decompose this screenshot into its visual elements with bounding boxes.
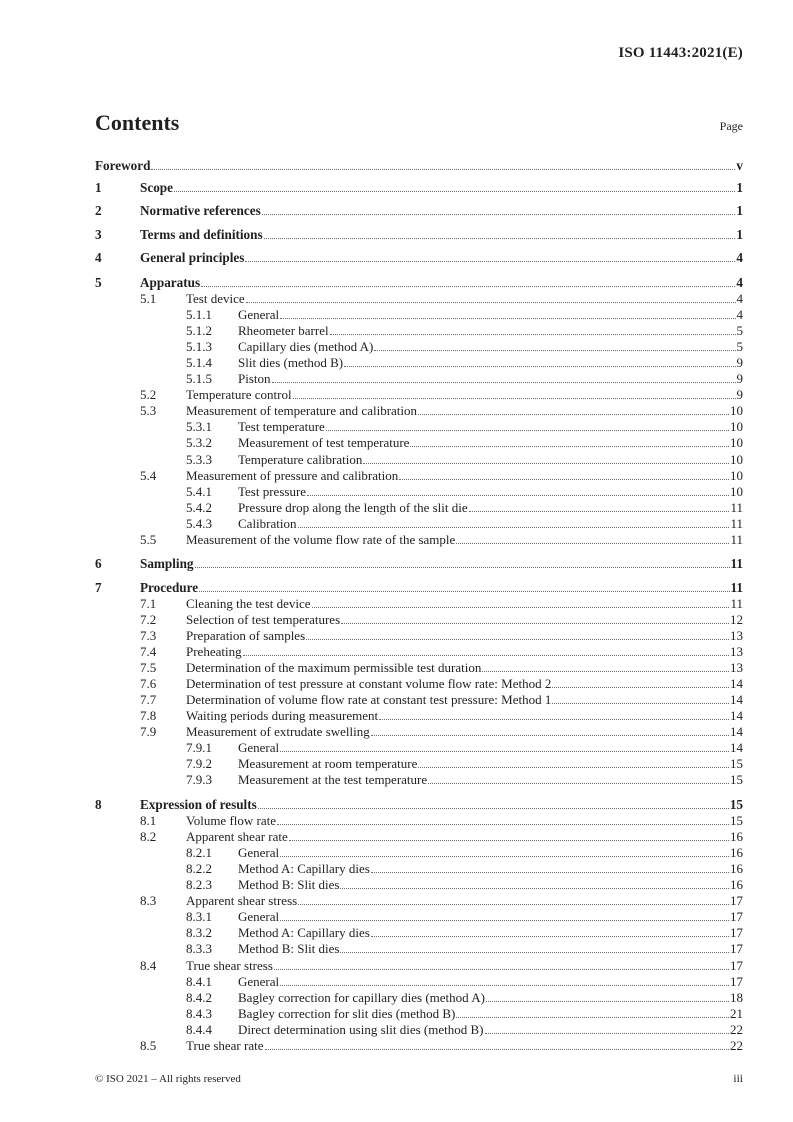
toc-entry-label[interactable]: Sampling <box>140 556 194 571</box>
toc-entry-page[interactable]: 4 <box>736 307 743 322</box>
dot-leader <box>399 479 729 480</box>
toc-entry-label[interactable]: Test temperature <box>238 419 325 434</box>
toc-entry-number: 7.9.2 <box>186 756 212 771</box>
toc-entry[interactable] <box>95 845 743 861</box>
toc-entry-number: 7.4 <box>140 644 157 659</box>
toc-entry-page[interactable]: 21 <box>730 1006 743 1021</box>
toc-entry[interactable] <box>95 974 743 990</box>
toc-entry-label[interactable]: General <box>238 740 280 755</box>
toc-entry-page[interactable]: 17 <box>730 909 743 924</box>
toc-entry[interactable] <box>95 403 743 419</box>
toc-entry[interactable] <box>95 1022 743 1038</box>
toc-entry[interactable] <box>95 371 743 387</box>
toc-entry-label[interactable]: Waiting periods during measurement <box>186 708 379 723</box>
toc-entry[interactable] <box>95 797 743 813</box>
toc-entry-page[interactable]: 16 <box>730 829 743 844</box>
toc-entry-label[interactable]: Capillary dies (method A) <box>238 339 374 354</box>
toc-entry[interactable] <box>95 452 743 468</box>
toc-entry-page[interactable]: 11 <box>730 516 743 531</box>
toc-entry-label[interactable]: Apparent shear stress <box>186 893 298 908</box>
toc-entry[interactable] <box>95 468 743 484</box>
toc-entry-number: 7.9.1 <box>186 740 212 755</box>
toc-entry-number: 4 <box>95 250 102 265</box>
toc-entry[interactable] <box>95 708 743 724</box>
toc-entry-label[interactable]: Terms and definitions <box>140 227 263 242</box>
dot-leader <box>293 398 736 399</box>
toc-entry-page[interactable]: 1 <box>736 227 743 242</box>
toc-entry-page[interactable]: 17 <box>730 941 743 956</box>
toc-entry-label[interactable]: Measurement of test temperature <box>238 435 410 450</box>
toc-entry[interactable] <box>95 556 743 572</box>
toc-entry-label[interactable]: General <box>238 307 280 322</box>
toc-entry-page[interactable]: 16 <box>730 845 743 860</box>
dot-leader <box>174 191 735 192</box>
toc-entry-label[interactable]: Preheating <box>186 644 242 659</box>
toc-entry[interactable] <box>95 291 743 307</box>
toc-entry-label[interactable]: Apparatus <box>140 275 201 290</box>
toc-entry-number: 5.4.2 <box>186 500 212 515</box>
toc-entry[interactable] <box>95 813 743 829</box>
dot-leader <box>371 872 729 873</box>
toc-entry-label[interactable]: Normative references <box>140 203 261 218</box>
toc-entry-page[interactable]: 16 <box>730 877 743 892</box>
toc-entry-page[interactable]: v <box>736 158 743 173</box>
dot-leader <box>245 261 735 262</box>
toc-entry[interactable] <box>95 692 743 708</box>
toc-entry[interactable] <box>95 990 743 1006</box>
toc-entry[interactable] <box>95 877 743 893</box>
toc-entry-number: 8.4 <box>140 958 157 973</box>
toc-entry-label[interactable]: General principles <box>140 250 245 265</box>
toc-entry-label[interactable]: General <box>238 974 280 989</box>
toc-entry-number: 1 <box>95 180 102 195</box>
toc-entry-label[interactable]: Foreword <box>95 158 151 173</box>
toc-entry[interactable] <box>95 628 743 644</box>
toc-entry[interactable] <box>95 941 743 957</box>
dot-leader <box>151 169 735 170</box>
toc-entry-page[interactable]: 22 <box>730 1038 743 1053</box>
toc-entry[interactable] <box>95 419 743 435</box>
toc-entry-page[interactable]: 5 <box>736 323 743 338</box>
toc-entry-label[interactable]: Selection of test temperatures <box>186 612 341 627</box>
toc-entry[interactable] <box>95 740 743 756</box>
toc-entry-number: 8.4.2 <box>186 990 212 1005</box>
toc-entry[interactable] <box>95 580 743 596</box>
toc-entry-page[interactable]: 17 <box>730 958 743 973</box>
toc-entry-number: 3 <box>95 227 102 242</box>
toc-entry-number: 5.1.1 <box>186 307 212 322</box>
dot-leader <box>341 623 729 624</box>
toc-entry-label[interactable]: True shear rate <box>186 1038 264 1053</box>
toc-entry-page[interactable]: 13 <box>730 660 743 675</box>
footer-copyright: © ISO 2021 – All rights reserved <box>95 1073 241 1085</box>
toc-entry-label[interactable]: Measurement of pressure and calibration <box>186 468 399 483</box>
document-id: ISO 11443:2021(E) <box>618 45 743 61</box>
toc-entry-page[interactable]: 15 <box>730 756 743 771</box>
toc-entry[interactable] <box>95 250 743 266</box>
toc-entry-label[interactable]: Scope <box>140 180 173 195</box>
dot-leader <box>274 969 729 970</box>
toc-entry-page[interactable]: 16 <box>730 861 743 876</box>
toc-entry-number: 5.4 <box>140 468 157 483</box>
dot-leader <box>371 735 729 736</box>
toc-entry-label[interactable]: Procedure <box>140 580 199 595</box>
dot-leader <box>428 783 729 784</box>
toc-entry[interactable] <box>95 958 743 974</box>
dot-leader <box>195 567 730 568</box>
toc-entry-label[interactable]: Measurement of temperature and calibration <box>186 403 418 418</box>
toc-entry[interactable] <box>95 500 743 516</box>
toc-entry[interactable] <box>95 355 743 371</box>
toc-entry-label[interactable]: Pressure drop along the length of the slit die <box>238 500 468 515</box>
toc-entry-number: 6 <box>95 556 102 571</box>
toc-entry-page[interactable]: 17 <box>730 925 743 940</box>
toc-entry-page[interactable]: 15 <box>730 813 743 828</box>
toc-entry-label[interactable]: Determination of volume flow rate at constant test pressure: Method 1 <box>186 692 552 707</box>
dot-leader <box>246 302 736 303</box>
toc-entry-label[interactable]: Temperature control <box>186 387 292 402</box>
dot-leader <box>552 703 729 704</box>
toc-entry-number: 7 <box>95 580 102 595</box>
toc-entry[interactable] <box>95 756 743 772</box>
toc-entry[interactable] <box>95 435 743 451</box>
contents-title: Contents <box>95 110 180 135</box>
toc-entry[interactable] <box>95 158 743 174</box>
toc-entry[interactable] <box>95 676 743 692</box>
dot-leader <box>371 936 729 937</box>
toc-entry[interactable] <box>95 612 743 628</box>
toc-entry-number: 5.1.2 <box>186 323 212 338</box>
dot-leader <box>280 985 729 986</box>
toc-entry-number: 8.2.1 <box>186 845 212 860</box>
dot-leader <box>418 414 729 415</box>
toc-entry-number: 7.8 <box>140 708 157 723</box>
dot-leader <box>280 318 735 319</box>
toc-entry[interactable] <box>95 724 743 740</box>
toc-entry-label[interactable]: Preparation of samples <box>186 628 306 643</box>
toc-entry-page[interactable]: 14 <box>730 724 743 739</box>
toc-entry-number: 8.4.1 <box>186 974 212 989</box>
footer-page-number: iii <box>733 1073 743 1085</box>
toc-entry-label[interactable]: General <box>238 909 280 924</box>
toc-entry-page[interactable]: 11 <box>730 596 743 611</box>
toc-entry-page[interactable]: 10 <box>730 435 743 450</box>
dot-leader <box>469 511 730 512</box>
toc-entry-number: 7.5 <box>140 660 157 675</box>
dot-leader <box>486 1001 729 1002</box>
dot-leader <box>344 366 735 367</box>
toc-entry-number: 5.5 <box>140 532 157 547</box>
toc-entry-label[interactable]: Piston <box>238 371 271 386</box>
toc-entry-page[interactable]: 10 <box>730 484 743 499</box>
dot-leader <box>418 767 729 768</box>
toc-entry-page[interactable]: 10 <box>730 419 743 434</box>
dot-leader <box>265 1049 730 1050</box>
toc-entry-page[interactable]: 17 <box>730 893 743 908</box>
toc-entry-number: 7.3 <box>140 628 157 643</box>
toc-entry-number: 8.2.2 <box>186 861 212 876</box>
toc-entry[interactable] <box>95 275 743 291</box>
toc-entry-number: 8.4.4 <box>186 1022 212 1037</box>
dot-leader <box>199 591 729 592</box>
toc-entry-page[interactable]: 11 <box>730 580 743 595</box>
dot-leader <box>456 543 729 544</box>
toc-entry-number: 7.9 <box>140 724 157 739</box>
page-column-label: Page <box>719 119 743 133</box>
toc-entry-page[interactable]: 14 <box>730 676 743 691</box>
toc-entry[interactable] <box>95 387 743 403</box>
toc-entry-label[interactable]: Method B: Slit dies <box>238 877 340 892</box>
toc-entry-page[interactable]: 10 <box>730 468 743 483</box>
dot-leader <box>312 607 730 608</box>
toc-entry-label[interactable]: True shear stress <box>186 958 273 973</box>
toc-entry-number: 5.1.5 <box>186 371 212 386</box>
toc-entry-number: 7.2 <box>140 612 157 627</box>
dot-leader <box>363 463 729 464</box>
toc-entry-number: 5.3.3 <box>186 452 212 467</box>
toc-entry-label[interactable]: Apparent shear rate <box>186 829 288 844</box>
dot-leader <box>298 527 730 528</box>
toc-entry-number: 8.3.1 <box>186 909 212 924</box>
dot-leader <box>379 719 729 720</box>
toc-entry-page[interactable]: 10 <box>730 452 743 467</box>
toc-entry-page[interactable]: 1 <box>736 180 743 195</box>
toc-entry-label[interactable]: Method A: Capillary dies <box>238 861 370 876</box>
toc-entry-number: 5.1.4 <box>186 355 212 370</box>
toc-entry[interactable] <box>95 893 743 909</box>
toc-entry-page[interactable]: 17 <box>730 974 743 989</box>
toc-entry-page[interactable]: 11 <box>730 532 743 547</box>
toc-entry-label[interactable]: Test pressure <box>238 484 307 499</box>
toc-entry-page[interactable]: 11 <box>730 556 743 571</box>
toc-entry[interactable] <box>95 339 743 355</box>
toc-entry-number: 8.4.3 <box>186 1006 212 1021</box>
toc-entry-page[interactable]: 9 <box>736 355 743 370</box>
toc-entry[interactable] <box>95 532 743 548</box>
dot-leader <box>485 1033 729 1034</box>
toc-entry-label[interactable]: Rheometer barrel <box>238 323 329 338</box>
dot-leader <box>306 639 729 640</box>
toc-entry[interactable] <box>95 1006 743 1022</box>
toc-entry-label[interactable]: General <box>238 845 280 860</box>
dot-leader <box>289 840 729 841</box>
toc-entry-page[interactable]: 9 <box>736 371 743 386</box>
toc-entry-label[interactable]: Determination of test pressure at constant volume flow rate: Method 2 <box>186 676 552 691</box>
toc-entry-number: 7.7 <box>140 692 157 707</box>
toc-entry-page[interactable]: 4 <box>736 275 743 290</box>
toc-entry-number: 7.6 <box>140 676 157 691</box>
toc-entry-number: 7.1 <box>140 596 157 611</box>
toc-entry[interactable] <box>95 484 743 500</box>
toc-entry[interactable] <box>95 772 743 788</box>
toc-entry-number: 2 <box>95 203 102 218</box>
toc-entry-page[interactable]: 11 <box>730 500 743 515</box>
toc-entry[interactable] <box>95 516 743 532</box>
toc-entry[interactable] <box>95 323 743 339</box>
toc-entry-number: 8.5 <box>140 1038 157 1053</box>
toc-entry[interactable] <box>95 925 743 941</box>
dot-leader <box>552 687 729 688</box>
dot-leader <box>374 350 735 351</box>
dot-leader <box>258 808 729 809</box>
toc-entry-label[interactable]: Measurement at the test temperature <box>238 772 428 787</box>
toc-entry-page[interactable]: 14 <box>730 740 743 755</box>
toc-entry-label[interactable]: Measurement of the volume flow rate of the sample <box>186 532 456 547</box>
dot-leader <box>330 334 736 335</box>
dot-leader <box>340 888 729 889</box>
toc-entry-label[interactable]: Method A: Capillary dies <box>238 925 370 940</box>
toc-entry-page[interactable]: 5 <box>736 339 743 354</box>
toc-entry-page[interactable]: 1 <box>736 203 743 218</box>
dot-leader <box>264 238 736 239</box>
dot-leader <box>280 856 729 857</box>
toc-entry-label[interactable]: Determination of the maximum permissible test duration <box>186 660 482 675</box>
toc-entry-label[interactable]: Calibration <box>238 516 297 531</box>
toc-entry-label[interactable]: Temperature calibration <box>238 452 363 467</box>
toc-entry-label[interactable]: Cleaning the test device <box>186 596 311 611</box>
toc-entry-number: 7.9.3 <box>186 772 212 787</box>
toc-entry[interactable] <box>95 227 743 243</box>
toc-entry-number: 5.3 <box>140 403 157 418</box>
dot-leader <box>340 952 729 953</box>
toc-entry-number: 8.3.2 <box>186 925 212 940</box>
toc-entry-page[interactable]: 13 <box>730 644 743 659</box>
toc-entry-number: 8.2 <box>140 829 157 844</box>
toc-entry-label[interactable]: Direct determination using slit dies (method B) <box>238 1022 484 1037</box>
toc-entry[interactable] <box>95 660 743 676</box>
toc-entry-page[interactable]: 9 <box>736 387 743 402</box>
toc-entry-page[interactable]: 18 <box>730 990 743 1005</box>
dot-leader <box>298 904 729 905</box>
toc-entry-page[interactable]: 15 <box>730 772 743 787</box>
dot-leader <box>307 495 729 496</box>
toc-entry-number: 8.3.3 <box>186 941 212 956</box>
toc-entry-label[interactable]: Expression of results <box>140 797 257 812</box>
toc-entry-number: 5.3.1 <box>186 419 212 434</box>
toc-entry-number: 5.4.1 <box>186 484 212 499</box>
toc-entry-label[interactable]: Volume flow rate <box>186 813 277 828</box>
toc-entry-number: 5.1 <box>140 291 157 306</box>
toc-entry-label[interactable]: Slit dies (method B) <box>238 355 344 370</box>
toc-entry-number: 5 <box>95 275 102 290</box>
toc-entry[interactable] <box>95 829 743 845</box>
toc-entry[interactable] <box>95 861 743 877</box>
dot-leader <box>262 214 736 215</box>
toc-entry-number: 8.2.3 <box>186 877 212 892</box>
toc-entry[interactable] <box>95 307 743 323</box>
toc-entry-page[interactable]: 12 <box>730 612 743 627</box>
toc-entry-page[interactable]: 14 <box>730 708 743 723</box>
toc-entry-page[interactable]: 4 <box>736 291 743 306</box>
toc-entry-number: 5.2 <box>140 387 157 402</box>
dot-leader <box>272 382 736 383</box>
toc-entry[interactable] <box>95 644 743 660</box>
toc-entry-page[interactable]: 4 <box>736 250 743 265</box>
dot-leader <box>482 671 729 672</box>
dot-leader <box>326 430 729 431</box>
toc-entry[interactable] <box>95 596 743 612</box>
toc-entry[interactable] <box>95 180 743 196</box>
toc-entry-page[interactable]: 14 <box>730 692 743 707</box>
toc-entry-number: 8.1 <box>140 813 157 828</box>
dot-leader <box>456 1017 729 1018</box>
dot-leader <box>201 286 735 287</box>
toc-entry-page[interactable]: 15 <box>729 797 743 812</box>
toc-entry[interactable] <box>95 203 743 219</box>
toc-entry-label[interactable]: Measurement of extrudate swelling <box>186 724 370 739</box>
toc-entry[interactable] <box>95 909 743 925</box>
dot-leader <box>277 824 729 825</box>
dot-leader <box>243 655 729 656</box>
toc-entry-number: 8 <box>95 797 102 812</box>
dot-leader <box>280 751 729 752</box>
toc-entry-page[interactable]: 10 <box>730 403 743 418</box>
toc-entry-number: 5.4.3 <box>186 516 212 531</box>
dot-leader <box>410 446 729 447</box>
toc-entry[interactable] <box>95 1038 743 1054</box>
toc-entry-label[interactable]: Measurement at room temperature <box>238 756 418 771</box>
toc-entry-number: 5.3.2 <box>186 435 212 450</box>
toc-entry-number: 5.1.3 <box>186 339 212 354</box>
toc-entry-label[interactable]: Method B: Slit dies <box>238 941 340 956</box>
toc-entry-page[interactable]: 22 <box>730 1022 743 1037</box>
toc-entry-number: 8.3 <box>140 893 157 908</box>
toc-entry-label[interactable]: Bagley correction for capillary dies (method A) <box>238 990 485 1005</box>
toc-entry-label[interactable]: Bagley correction for slit dies (method B) <box>238 1006 456 1021</box>
dot-leader <box>280 920 729 921</box>
toc-entry-label[interactable]: Test device <box>186 291 245 306</box>
toc-entry-page[interactable]: 13 <box>730 628 743 643</box>
